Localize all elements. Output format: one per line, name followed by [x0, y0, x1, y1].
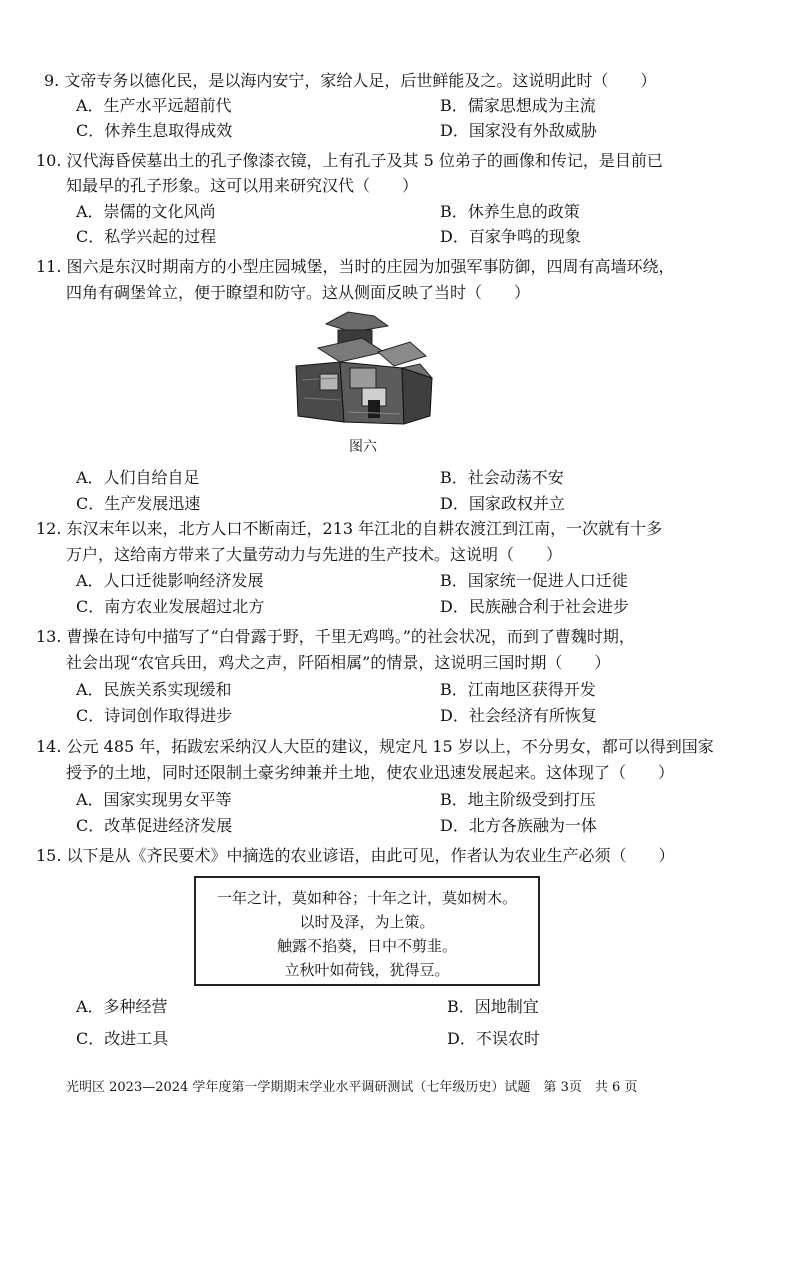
option-a: A．人口迁徙影响经济发展	[76, 571, 264, 590]
question-text-continued: 万户，这给南方带来了大量劳动力与先进的生产技术。这说明（ ）	[66, 545, 563, 564]
option-c: C．南方农业发展超过北方	[76, 597, 265, 616]
option-c: C．诗词创作取得进步	[76, 706, 233, 725]
question-13	[36, 624, 635, 650]
question-text-continued: 社会出现“农官兵田，鸡犬之声，阡陌相属”的情景，这说明三国时期（ ）	[66, 653, 611, 672]
option-b: B．休养生息的政策	[440, 202, 580, 221]
question-14	[36, 734, 714, 760]
question-12	[36, 516, 662, 542]
option-c: C．私学兴起的过程	[76, 227, 217, 246]
question-number: 11.	[36, 257, 62, 276]
question-text-continued: 知最早的孔子形象。这可以用来研究汉代（ ）	[66, 176, 419, 195]
proverb-line: 一年之计，莫如种谷；十年之计，莫如树木。	[216, 889, 517, 907]
option-a: A．崇儒的文化风尚	[76, 202, 216, 221]
option-c: C．改革促进经济发展	[76, 816, 233, 835]
question-number: 14.	[36, 737, 62, 756]
question-text-continued: 四角有碉堡耸立，便于瞭望和防守。这从侧面反映了当时（ ）	[66, 283, 531, 302]
option-a: A．人们自给自足	[76, 468, 200, 487]
question-number: 15.	[36, 846, 62, 865]
question-text: 文帝专务以德化民，是以海内安宁，家给人足，后世鲜能及之。这说明此时（ ）	[64, 71, 657, 90]
option-d: D．百家争鸣的现象	[440, 227, 581, 246]
option-d: D．北方各族融为一体	[440, 816, 597, 835]
question-text: 曹操在诗句中描写了“白骨露于野，千里无鸡鸣。”的社会状况，而到了曹魏时期，	[66, 627, 635, 646]
question-text: 东汉末年以来，北方人口不断南迁，213 年江北的自耕农渡江到江南，一次就有十多	[66, 519, 663, 538]
option-d: D．国家没有外敌威胁	[440, 121, 597, 140]
proverb-line: 立秋叶如荷钱，犹得豆。	[284, 961, 450, 979]
proverb-line: 触露不掐葵，日中不剪韭。	[276, 937, 457, 955]
option-a: A．多种经营	[76, 997, 168, 1016]
option-c: C．改进工具	[76, 1029, 169, 1048]
question-text: 图六是东汉时期南方的小型庄园城堡，当时的庄园为加强军事防御，四周有高墙环绕，	[66, 257, 675, 276]
option-a: A．民族关系实现缓和	[76, 680, 232, 699]
question-11	[36, 254, 675, 280]
option-a: A．国家实现男女平等	[76, 790, 232, 809]
question-text: 以下是从《齐民要术》中摘选的农业谚语，由此可见，作者认为农业生产必须（ ）	[66, 846, 675, 865]
option-b: B．儒家思想成为主流	[440, 96, 596, 115]
question-15	[36, 843, 675, 869]
question-9	[44, 68, 656, 94]
option-b: B．地主阶级受到打压	[440, 790, 596, 809]
question-number: 10.	[36, 151, 62, 170]
proverb-box	[194, 876, 540, 986]
question-number: 12.	[36, 519, 62, 538]
option-d: D．社会经济有所恢复	[440, 706, 597, 725]
option-a: A．生产水平远超前代	[76, 96, 232, 115]
option-b: B．江南地区获得开发	[440, 680, 596, 699]
proverb-line: 以时及泽，为上策。	[299, 913, 435, 931]
option-b: B．因地制宜	[447, 997, 539, 1016]
option-c: C．休养生息取得成效	[76, 121, 233, 140]
question-text: 公元 485 年，拓跋宏采纳汉人大臣的建议，规定凡 15 岁以上，不分男女，都可以得到国家	[66, 737, 714, 756]
page-footer: 光明区 2023—2024 学年度第一学期期末学业水平调研测试（七年级历史）试题 第 3页 共 6 页	[66, 1080, 638, 1095]
castle-figure-image	[292, 308, 434, 426]
option-d: D．不误农时	[447, 1029, 540, 1048]
question-number: 13.	[36, 627, 62, 646]
option-d: D．民族融合利于社会进步	[440, 597, 629, 616]
figure-caption: 图六	[349, 439, 377, 455]
question-text-continued: 授予的土地，同时还限制土豪劣绅兼并土地，使农业迅速发展起来。这体现了（ ）	[66, 763, 675, 782]
option-b: B．国家统一促进人口迁徙	[440, 571, 628, 590]
question-number: 9.	[44, 71, 60, 90]
question-text: 汉代海昏侯墓出土的孔子像漆衣镜，上有孔子及其 5 位弟子的画像和传记，是目前已	[66, 151, 663, 170]
option-d: D．国家政权并立	[440, 494, 565, 513]
option-b: B．社会动荡不安	[440, 468, 564, 487]
question-10	[36, 148, 663, 174]
option-c: C．生产发展迅速	[76, 494, 201, 513]
